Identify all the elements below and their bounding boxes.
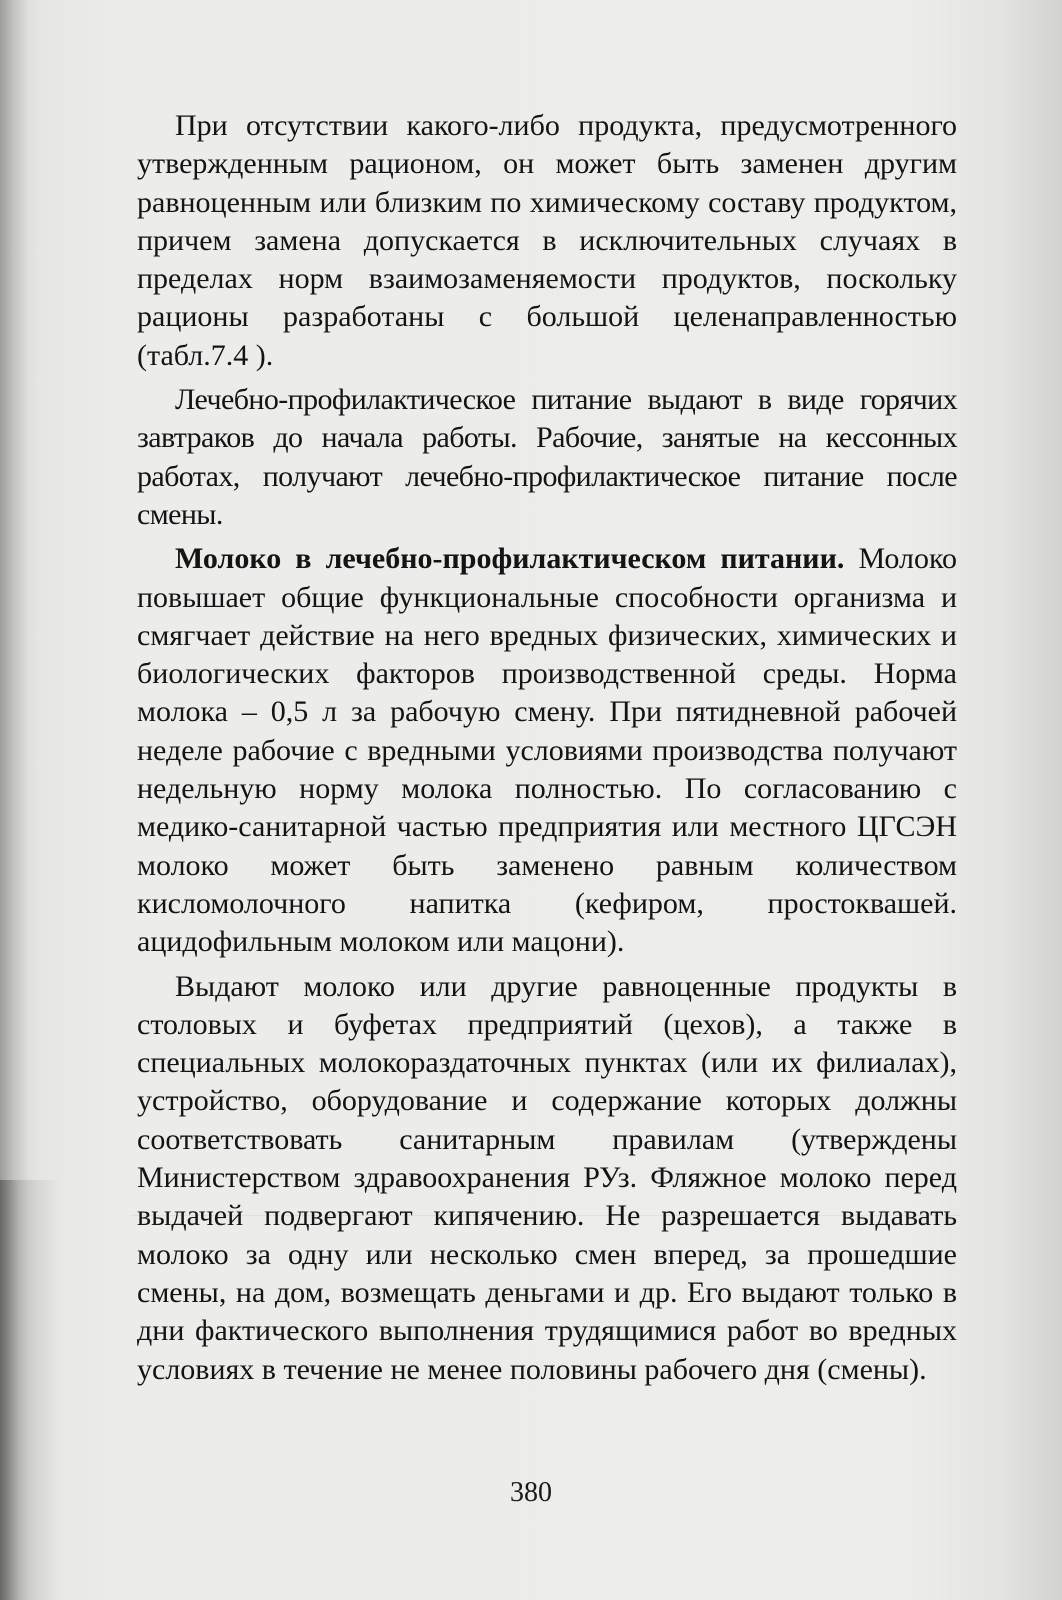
paragraph-substitution bbox=[137, 107, 957, 375]
paragraph-text: Лечебно-профилактическое питание выдают в виде горячих завтраков до начала работы. Рабочие, занятые на кессонных работах, получают лечебно-профилактическое питание после смены. bbox=[137, 383, 957, 531]
paragraph-milk bbox=[137, 540, 957, 961]
paragraph-breakfast bbox=[137, 381, 957, 534]
paragraph-text: Молоко повышает общие функциональные способности организма и смягчает действие на него вредных физических, химических и биологических факторов производственной среды. Норма молока – 0,5 л за рабочую смену. При пятидневной рабочей неделе рабочие с вредными условиями производства получают недельную норму молока полностью. По согласованию с медико-санитарной частью предприятия или местного ЦГСЭН молоко может быть заменено равным количеством кисломолочного напитка (кефиром, простоквашей. ацидофильным молоком или мацони). bbox=[137, 542, 958, 959]
paragraph-text: При отсутствии какого-либо продукта, предусмотренного утвержденным рационом, он может быть заменен другим равноценным или близким по химическому составу продуктом, причем замена допускается в исключительных случаях в пределах норм взаимозаменяемости продуктов, поскольку рационы разработаны с большой целенаправленностью (табл.7.4 ). bbox=[137, 109, 957, 372]
paragraph-distribution bbox=[137, 968, 957, 1389]
body-text bbox=[137, 107, 957, 1395]
paragraph-text: Выдают молоко или другие равноценные продукты в столовых и буфетах предприятий (цехов), а также в специальных молокораздаточных пунктах (или их филиалах), устройство, оборудование и содержание которых должны соответствовать санитарным правилам (утверждены Министерством здравоохранения РУз. Фляжное молоко перед выдачей подвергают кипячению. Не разрешается выдавать молоко за одну или несколько смен вперед, за прошедшие смены, на дом, возмещать деньгами и др. Его выдают только в дни фактического выполнения трудящимися работ во вредных условиях в течение не менее половины рабочего дня (смены). bbox=[137, 969, 957, 1386]
page-number: 380 bbox=[510, 1477, 552, 1508]
section-heading: Молоко в лечебно-профилактическом питании. bbox=[175, 542, 845, 576]
page-binding-shadow bbox=[0, 1180, 60, 1600]
